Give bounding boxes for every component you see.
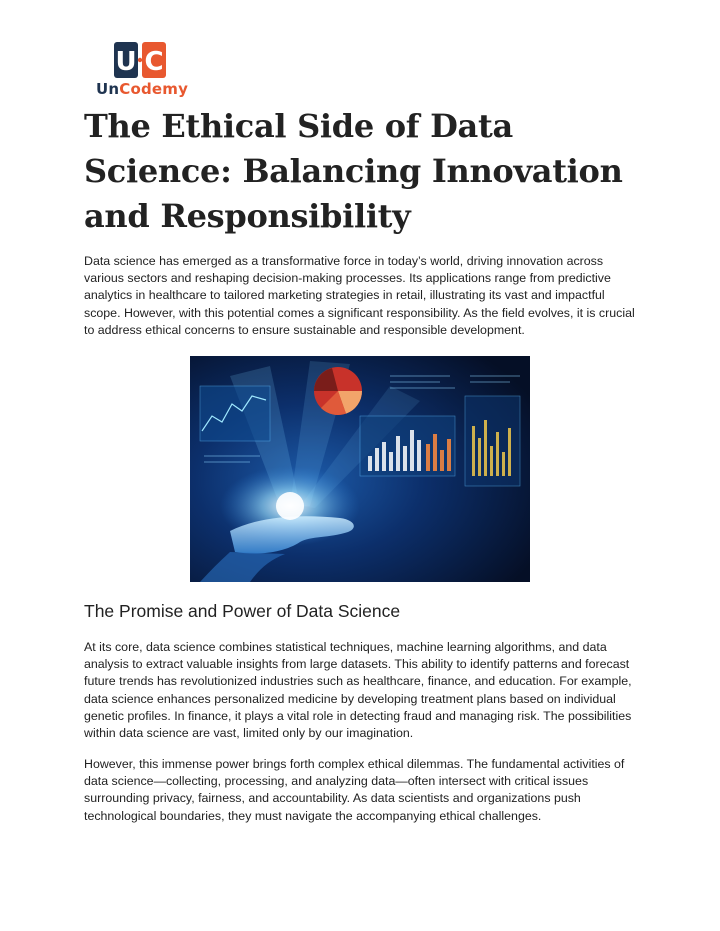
section-heading-promise: The Promise and Power of Data Science	[84, 601, 401, 621]
logo-wordmark-codemy: Codemy	[119, 80, 189, 98]
section-paragraph-2: However, this immense power brings forth complex ethical dilemmas. The fundamental activities of data science—collecting, processing, and analyzing data—often intersect with critical issues surrounding privacy, fairness, and accountability. As data scientists and organizations push technological boundaries, they must navigate the accompanying ethical challenges.	[84, 757, 625, 823]
logo-wordmark-un: Un	[96, 80, 120, 98]
logo-mark-u: U	[115, 47, 137, 77]
section-paragraph-1: At its core, data science combines statistical techniques, machine learning algorithms, and data analysis to extract valuable insights from large datasets. This ability to identify patterns and forecast future trends has revolutionized industries such as healthcare, finance, and education. For example, data science enhances personalized medicine by developing treatment plans based on individual genetic profiles. In finance, it plays a vital role in detecting fraud and managing risk. The possibilities within data science are vast, limited only by our imagination.	[84, 640, 632, 741]
data-hand-illustration-icon	[190, 356, 530, 582]
logo-mark	[114, 42, 166, 80]
intro-paragraph: Data science has emerged as a transformative force in today’s world, driving innovation across various sectors and reshaping decision-making processes. Its applications range from predictive analytics in healthcare to tailored marketing strategies in retail, illustrating its vast and impactful scope. However, with this potential comes a significant responsibility. As the field evolves, it is crucial to address ethical concerns to ensure sustainable and responsible development.	[84, 254, 635, 337]
hero-image	[190, 356, 530, 582]
uncodemy-logo[interactable]	[96, 42, 192, 100]
logo-mark-c: C	[144, 47, 164, 77]
page-title: The Ethical Side of Data Science: Balancing Innovation and Responsibility	[84, 107, 623, 235]
logo-wordmark	[96, 80, 192, 98]
uc-logo-icon	[114, 42, 166, 80]
